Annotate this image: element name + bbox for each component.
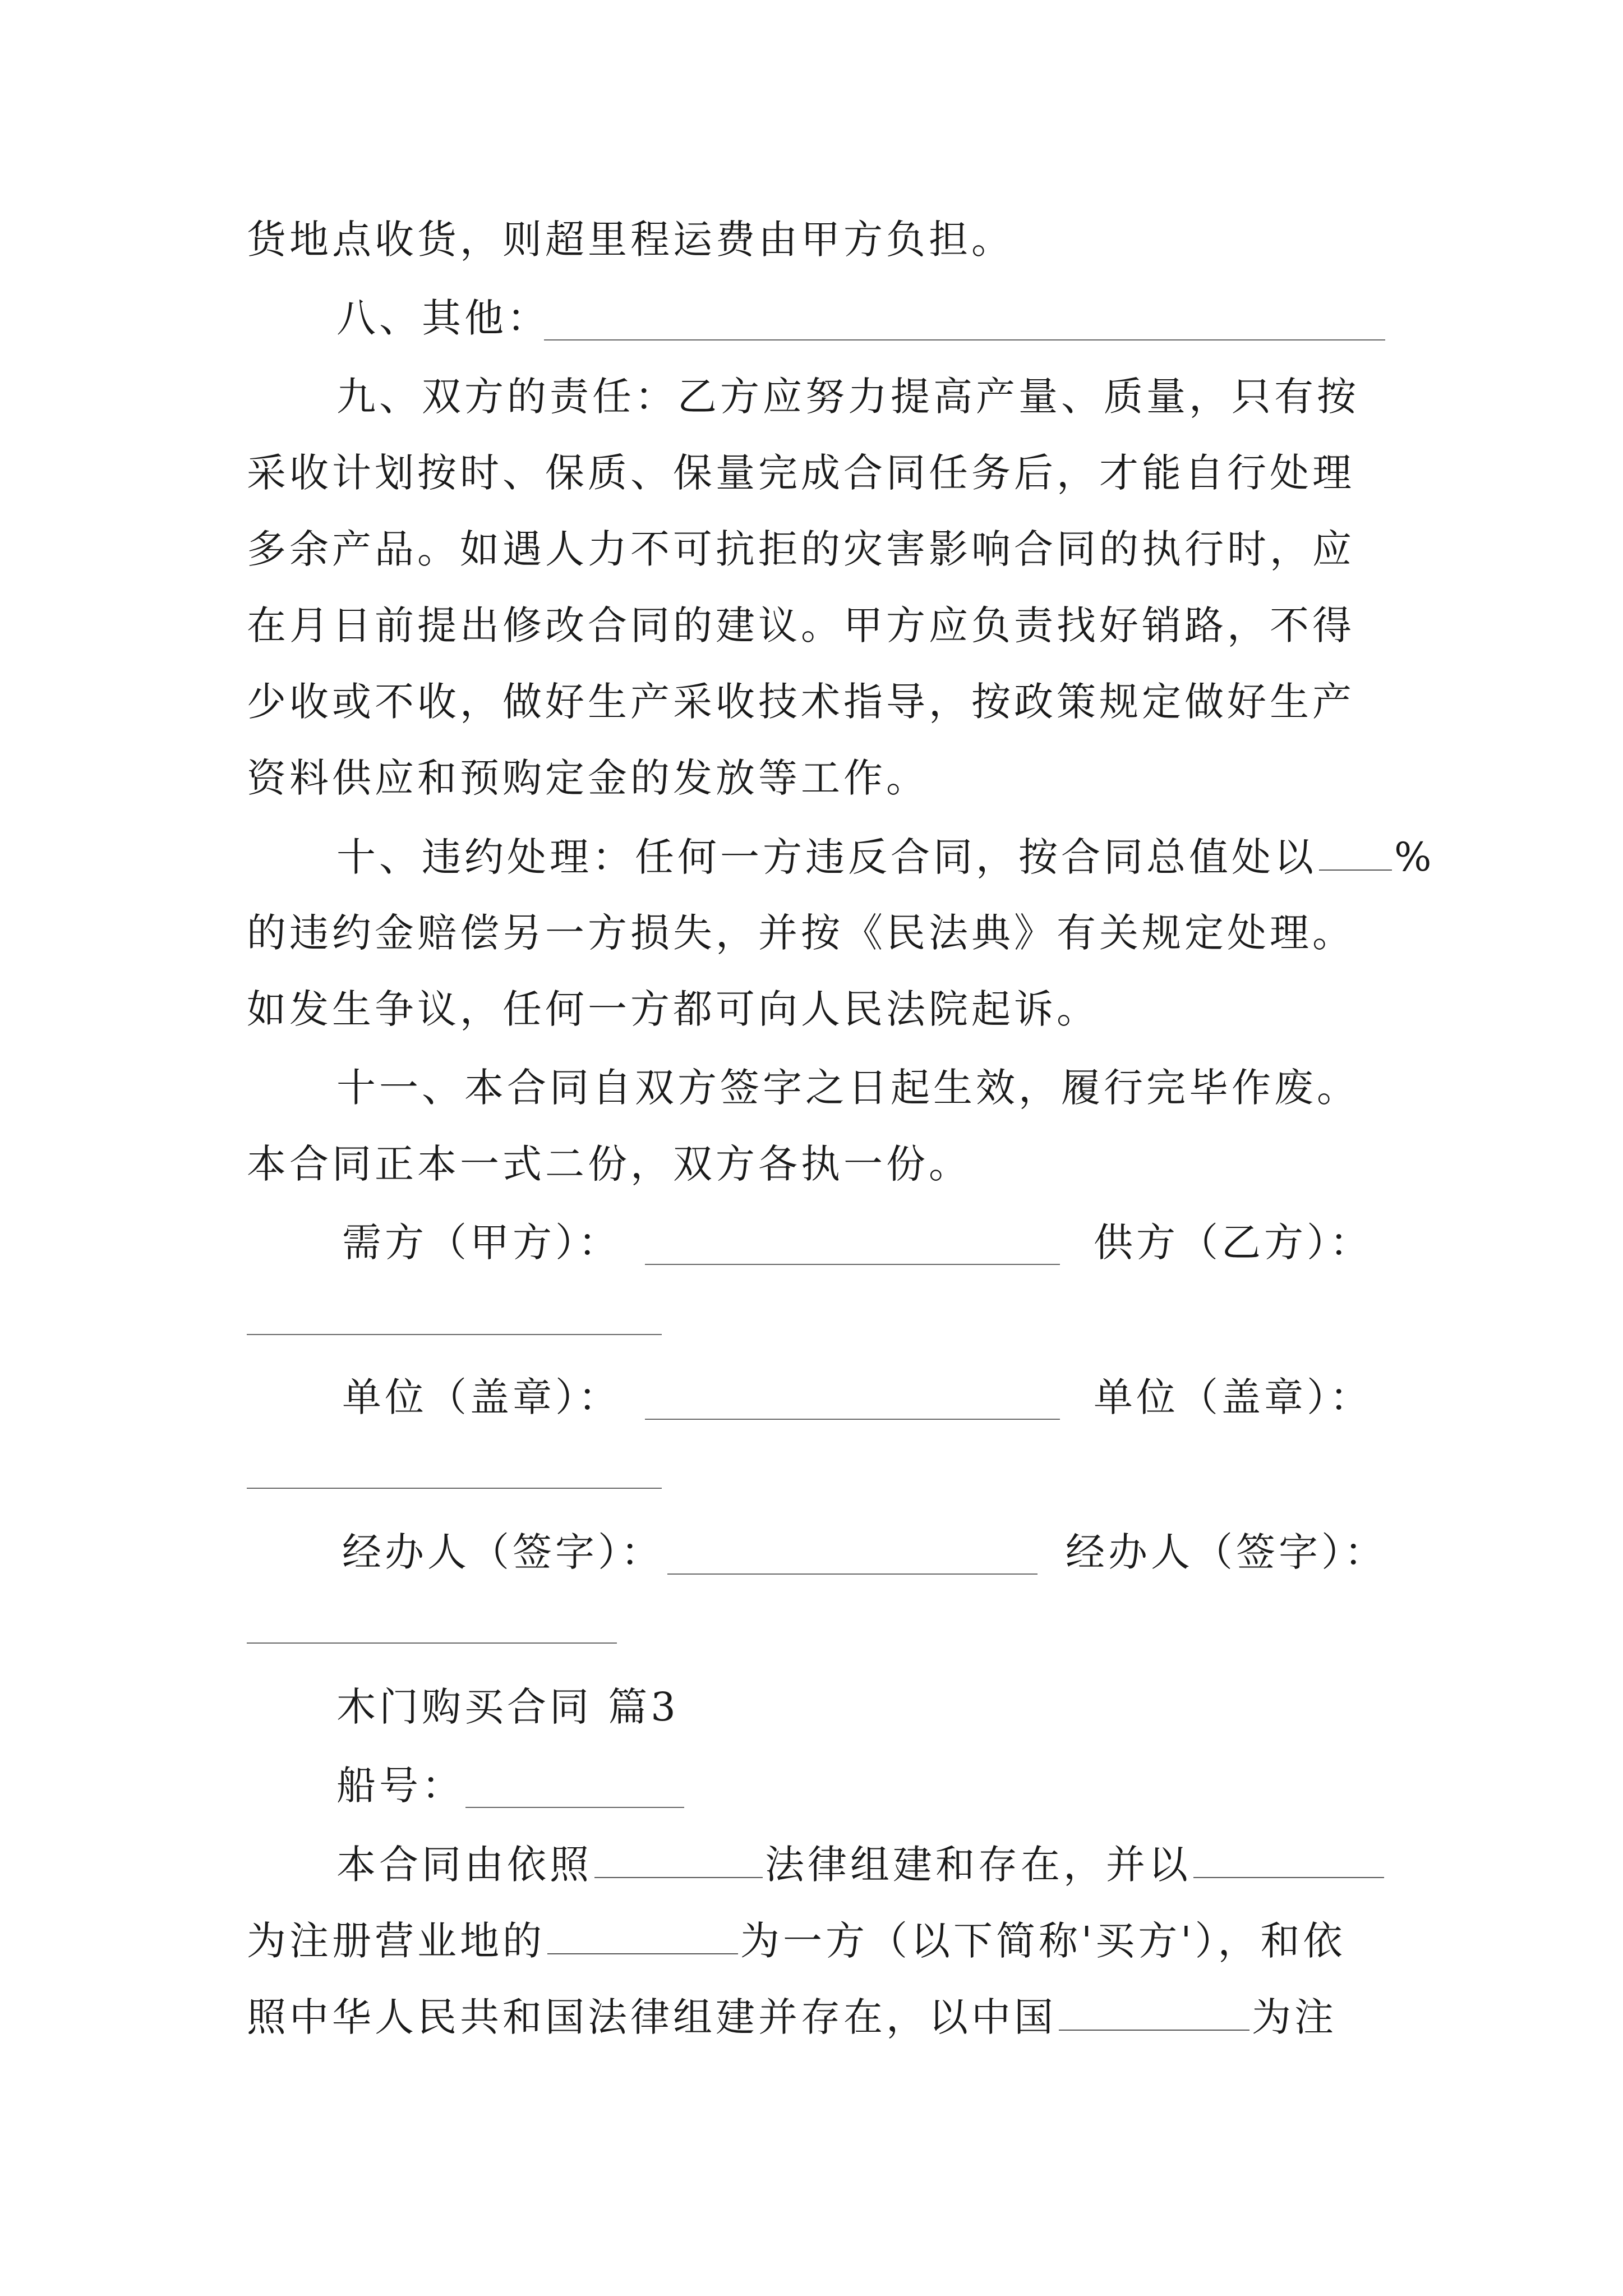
seller-unit-blank: [247, 1488, 662, 1489]
text-line: 多余产品。如遇人力不可抗拒的灾害影响合同的执行时，应: [247, 526, 1355, 572]
text-line: [336, 295, 550, 341]
buyer-agent-label: 经办人（签字）：: [342, 1529, 663, 1575]
buyer-unit-blank: [645, 1419, 1060, 1420]
text-line: 本合同正本一式二份，双方各执一份。: [247, 1141, 971, 1187]
buyer-name-blank: [547, 1921, 738, 1954]
law-blank: [594, 1844, 763, 1878]
blank-underline: [544, 339, 1385, 341]
percent-blank: [1319, 837, 1392, 871]
text-fragment: 为注: [1252, 1994, 1337, 2040]
buyer-agent-blank: [667, 1573, 1038, 1575]
text-line: 的违约金赔偿另一方损失，并按《民法典》有关规定处理。: [247, 910, 1355, 956]
text-line: 九、双方的责任：乙方应努力提高产量、质量，只有按: [336, 374, 1359, 420]
text-fragment: 为一方（以下简称'买方'），和依: [740, 1918, 1346, 1964]
buyer-label: 需方（甲方）：: [342, 1220, 621, 1266]
text-line: 采收计划按时、保质、保量完成合同任务后，才能自行处理: [247, 450, 1355, 496]
text-fragment: 法律组建和存在，并以: [765, 1842, 1191, 1888]
text-line: 在月日前提出修改合同的建议。甲方应负责找好销路，不得: [247, 602, 1355, 648]
china-address-blank: [1059, 1997, 1249, 2031]
text-line: 少收或不收，做好生产采收技术指导，按政策规定做好生产: [247, 679, 1355, 725]
text-line: 如发生争议，任何一方都可向人民法院起诉。: [247, 986, 1099, 1032]
text-line: 货地点收货，则超里程运费由甲方负担。: [247, 217, 1014, 263]
seller-agent-label: 经办人（签字）：: [1066, 1529, 1387, 1575]
text-fragment: 照中华人民共和国法律组建并存在，以中国: [247, 1994, 1057, 2040]
text-line: [336, 834, 1435, 880]
seller-blank: [247, 1334, 662, 1335]
text-line: 十一、本合同自双方签字之日起生效，履行完毕作废。: [336, 1065, 1359, 1111]
section-title: 木门购买合同 篇3: [336, 1684, 679, 1730]
percent-sign: %: [1394, 834, 1435, 880]
buyer-unit-label: 单位（盖章）：: [342, 1374, 621, 1420]
ship-number-blank: [465, 1807, 684, 1808]
seller-unit-label: 单位（盖章）：: [1094, 1374, 1372, 1420]
breach-text: 十、违约处理：任何一方违反合同，按合同总值处以: [336, 834, 1317, 880]
clause-other-label: 八、其他：: [336, 295, 550, 341]
seller-agent-blank: [247, 1642, 617, 1644]
seller-label: 供方（乙方）：: [1094, 1220, 1372, 1266]
text-fragment: 本合同由依照: [336, 1842, 592, 1888]
text-line: [247, 1918, 1346, 1964]
address-blank: [1193, 1844, 1384, 1878]
ship-number-label: 船号：: [336, 1763, 464, 1809]
buyer-blank: [645, 1264, 1060, 1265]
text-line: 资料供应和预购定金的发放等工作。: [247, 755, 929, 801]
text-fragment: 为注册营业地的: [247, 1918, 545, 1964]
text-line: [247, 1994, 1337, 2040]
text-line: [336, 1842, 1386, 1888]
